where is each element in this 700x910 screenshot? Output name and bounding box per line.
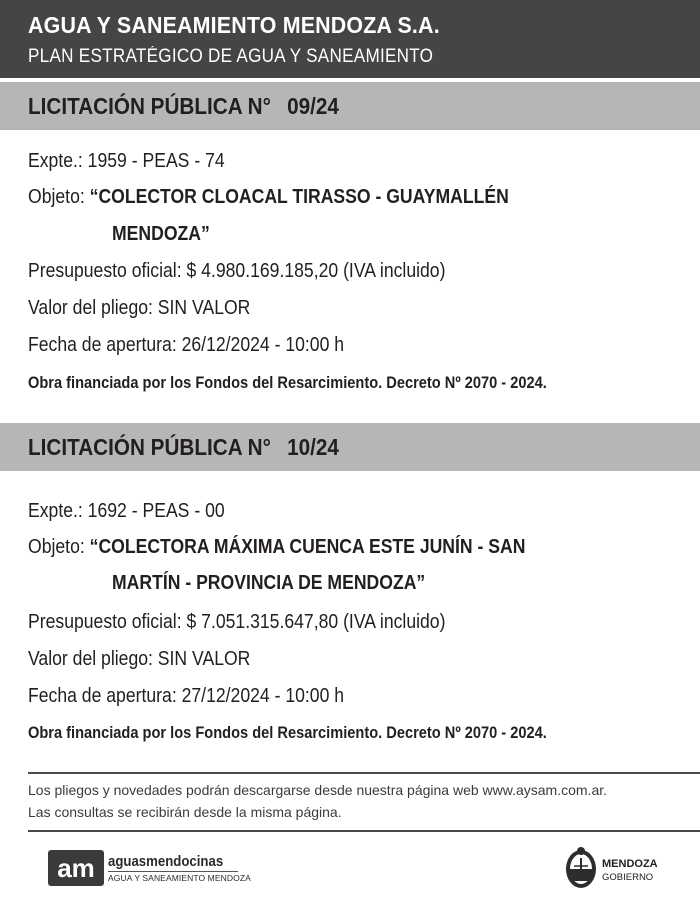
mendoza-government-logo (562, 842, 672, 896)
tender-1-objeto (28, 186, 509, 209)
tender-2-expediente: Expte.: 1692 - PEAS - 00 (28, 500, 225, 522)
tender-1-valor-pliego: Valor del pliego: SIN VALOR (28, 297, 251, 319)
tender-2-objeto (28, 536, 525, 559)
footer-bottom-divider (28, 830, 700, 832)
footer-note-line2: Las consultas se recibirán desde la misma página. (28, 804, 342, 820)
mendoza-name: MENDOZA (602, 858, 658, 870)
aguas-mendocinas-brand: aguasmendocinas (108, 853, 224, 870)
tender-2-number: 10/24 (287, 434, 339, 460)
tender-1-heading-band (0, 82, 700, 130)
tender-1-objeto-label: Objeto: (28, 186, 85, 208)
tender-1-objeto-line2: MENDOZA” (112, 223, 210, 245)
tender-2-objeto-label: Objeto: (28, 536, 85, 558)
am-logo-mark-icon (48, 850, 104, 886)
brand-underline (108, 871, 238, 872)
plan-name: PLAN ESTRATÉGICO DE AGUA Y SANEAMIENTO (28, 46, 434, 67)
mendoza-coat-of-arms-icon (562, 842, 600, 894)
tender-1-heading-label: LICITACIÓN PÚBLICA N° (28, 93, 271, 119)
am-logo-mark-text: am (57, 853, 95, 883)
gobierno-label: GOBIERNO (602, 872, 654, 883)
aguas-mendocinas-subtitle: AGUA Y SANEAMIENTO MENDOZA (108, 873, 251, 883)
tender-1-fecha-apertura: Fecha de apertura: 26/12/2024 - 10:00 h (28, 334, 345, 356)
tender-2-heading (28, 434, 339, 461)
tender-2-fecha-apertura: Fecha de apertura: 27/12/2024 - 10:00 h (28, 685, 345, 707)
tender-1-heading (28, 93, 339, 120)
footer-note-line1: Los pliegos y novedades podrán descargarse desde nuestra página web www.aysam.com.ar. (28, 782, 608, 798)
tender-2-valor-pliego: Valor del pliego: SIN VALOR (28, 648, 251, 670)
tender-2-heading-label: LICITACIÓN PÚBLICA N° (28, 434, 271, 460)
tender-2-objeto-line1: “COLECTORA MÁXIMA CUENCA ESTE JUNÍN - SAN (89, 536, 526, 558)
tender-2-objeto-line2: MARTÍN - PROVINCIA DE MENDOZA” (112, 572, 426, 594)
page-header (0, 0, 700, 78)
tender-1-presupuesto: Presupuesto oficial: $ 4.980.169.185,20 (IVA incluido) (28, 260, 446, 282)
tender-1-objeto-line1: “COLECTOR CLOACAL TIRASSO - GUAYMALLÉN (89, 186, 509, 208)
footer-top-divider (28, 772, 700, 774)
tender-2-financiamiento: Obra financiada por los Fondos del Resarcimiento. Decreto Nº 2070 - 2024. (28, 723, 547, 742)
tender-1-financiamiento: Obra financiada por los Fondos del Resarcimiento. Decreto Nº 2070 - 2024. (28, 373, 547, 392)
organization-name: AGUA Y SANEAMIENTO MENDOZA S.A. (28, 12, 440, 38)
tender-2-presupuesto: Presupuesto oficial: $ 7.051.315.647,80 (IVA incluido) (28, 611, 446, 633)
tender-1-number: 09/24 (287, 93, 339, 119)
tender-1-expediente: Expte.: 1959 - PEAS - 74 (28, 150, 225, 172)
tender-2-heading-band (0, 423, 700, 471)
aguas-mendocinas-logo (48, 848, 251, 888)
